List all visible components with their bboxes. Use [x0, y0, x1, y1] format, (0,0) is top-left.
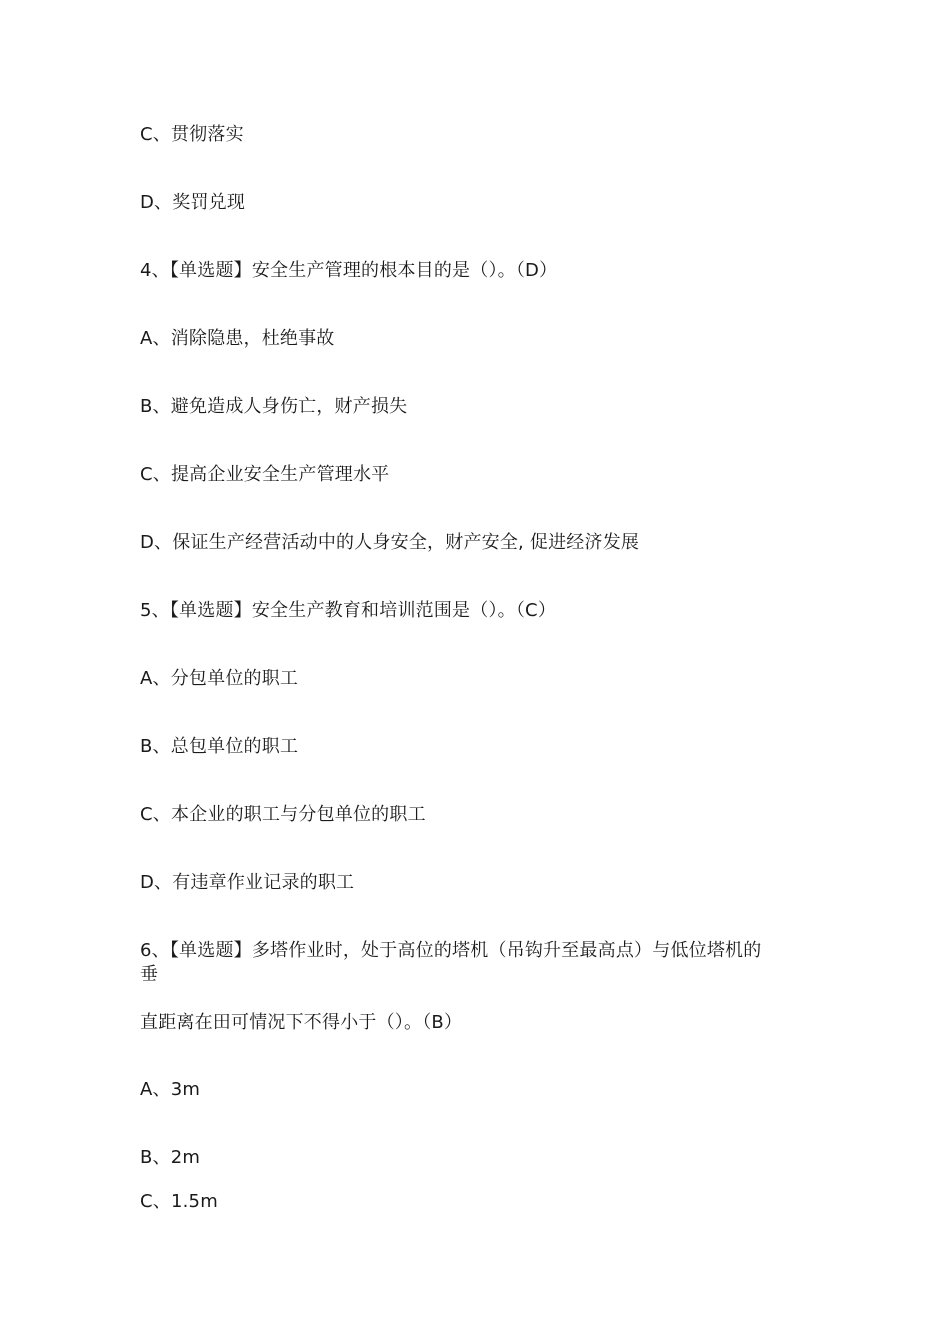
option-b-q5: B、总包单位的职工 — [140, 736, 299, 757]
option-a-q4: A、消除隐患，杜绝事故 — [140, 328, 335, 349]
option-b-q4: B、避免造成人身伤亡，财产损失 — [140, 396, 408, 417]
question-5: 5、【单选题】安全生产教育和培训范围是（）。（C） — [140, 600, 557, 621]
option-a-q6: A、3m — [140, 1079, 201, 1100]
question-4: 4、【单选题】安全生产管理的根本目的是（）。（D） — [140, 260, 558, 281]
question-6-line-2: 垂 — [140, 964, 159, 985]
option-c-q4: C、提高企业安全生产管理水平 — [140, 464, 390, 485]
option-c-q3: C、贯彻落实 — [140, 124, 244, 145]
option-d-q5: D、有违章作业记录的职工 — [140, 872, 355, 893]
option-c-q6: C、1.5m — [140, 1191, 218, 1212]
question-6-line-3: 直距离在田可情况下不得小于（）。（B） — [140, 1012, 463, 1033]
option-d-q3: D、奖罚兑现 — [140, 192, 246, 213]
option-d-q4: D、保证生产经营活动中的人身安全，财产安全, 促进经济发展 — [140, 532, 640, 553]
option-b-q6: B、2m — [140, 1147, 201, 1168]
option-c-q5: C、本企业的职工与分包单位的职工 — [140, 804, 426, 825]
question-6-line-1: 6、【单选题】多塔作业时，处于高位的塔机（吊钩升至最高点）与低位塔机的 — [140, 940, 762, 961]
option-a-q5: A、分包单位的职工 — [140, 668, 299, 689]
